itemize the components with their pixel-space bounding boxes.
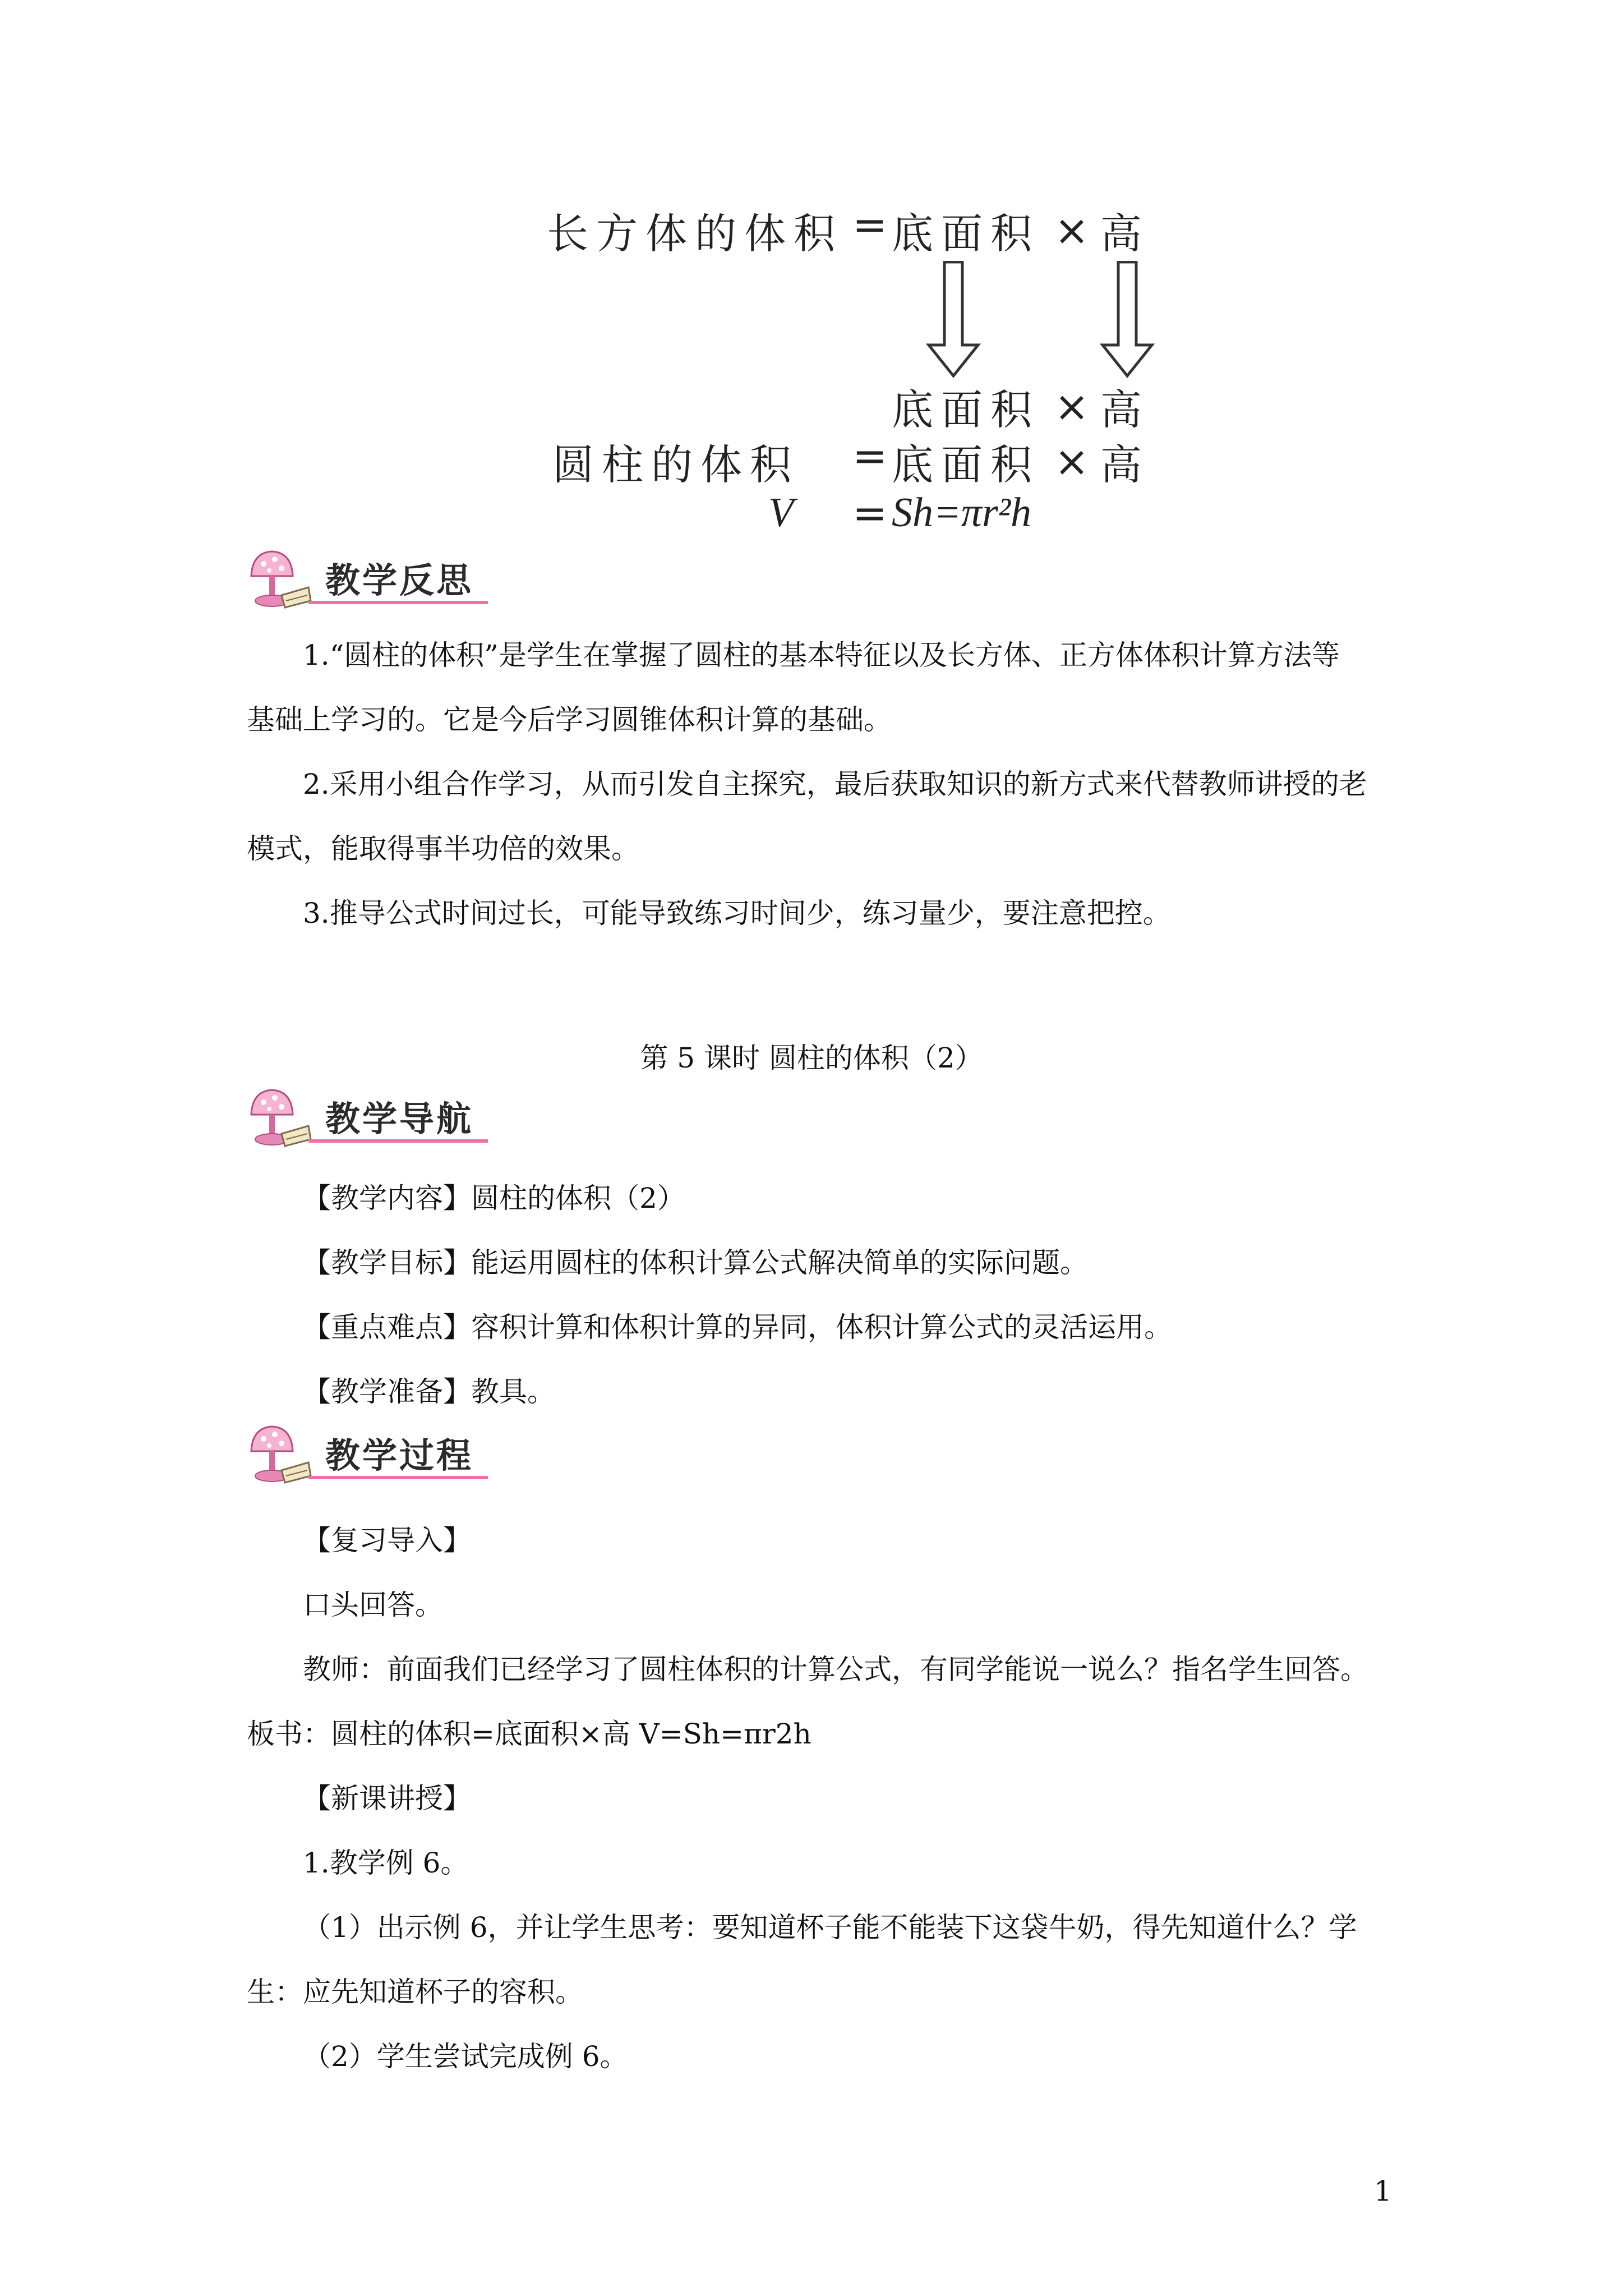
process-line: 生：应先知道杯子的容积。	[247, 1976, 583, 2008]
formula-line4-eq: =	[852, 489, 896, 537]
formula-line3-times: ×	[1054, 438, 1098, 486]
formula-line3-base: 底面积	[892, 441, 1040, 489]
section-badge-process	[241, 1422, 494, 1492]
process-line: 口头回答。	[303, 1589, 443, 1621]
lamp-book-icon	[241, 1085, 314, 1156]
nav-item: 【教学准备】教具。	[303, 1375, 555, 1408]
down-arrow-icon	[920, 261, 987, 379]
formula-line1-base: 底面积	[892, 210, 1040, 258]
formula-line4-left: V	[768, 490, 794, 536]
formula-line2-base: 底面积	[892, 386, 1040, 434]
process-line: 板书：圆柱的体积=底面积×高 V=Sh=πr2h	[247, 1718, 811, 1750]
formula-line4-expr: Sh=πr²h	[892, 490, 1031, 536]
paragraph: 2.采用小组合作学习，从而引发自主探究，最后获取知识的新方式来代替教师讲授的老	[303, 768, 1367, 800]
formula-line3-height: 高	[1100, 441, 1150, 489]
process-line: 【复习导入】	[303, 1524, 471, 1557]
formula-line1-eq: =	[852, 201, 896, 249]
process-line: 教师：前面我们已经学习了圆柱体积的计算公式，有同学能说一说么？指名学生回答。	[303, 1653, 1368, 1686]
formula-line1-left: 长方体的体积	[547, 210, 843, 258]
formula-line2-times: ×	[1054, 383, 1098, 431]
section-title: 教学过程	[325, 1435, 474, 1476]
formula-line2-height: 高	[1100, 386, 1150, 434]
process-line: （1）出示例 6，并让学生思考：要知道杯子能不能装下这袋牛奶，得先知道什么？学	[303, 1911, 1357, 1944]
formula-line3-eq: =	[852, 432, 896, 480]
process-line: 【新课讲授】	[303, 1782, 471, 1815]
down-arrow-icon	[1094, 261, 1161, 379]
section-badge-reflection	[241, 547, 494, 617]
process-line: 1.教学例 6。	[303, 1847, 469, 1879]
section-badge-navigation	[241, 1085, 494, 1156]
nav-item: 【重点难点】容积计算和体积计算的异同，体积计算公式的灵活运用。	[303, 1311, 1172, 1343]
paragraph: 3.推导公式时间过长，可能导致练习时间少，练习量少，要注意把控。	[303, 897, 1171, 930]
section-title: 教学导航	[325, 1098, 474, 1139]
section-title: 教学反思	[325, 560, 474, 601]
formula-line3-left: 圆柱的体积	[552, 441, 799, 489]
nav-item: 【教学目标】能运用圆柱的体积计算公式解决简单的实际问题。	[303, 1246, 1088, 1279]
lamp-book-icon	[241, 547, 314, 617]
process-line: （2）学生尝试完成例 6。	[303, 2040, 628, 2073]
paragraph: 模式，能取得事半功倍的效果。	[247, 832, 639, 865]
formula-line1-height: 高	[1100, 210, 1150, 258]
page-number: 1	[1374, 2175, 1392, 2207]
formula-line1-times: ×	[1054, 206, 1098, 255]
lesson-title: 第 5 课时 圆柱的体积（2）	[640, 1042, 983, 1074]
nav-item: 【教学内容】圆柱的体积（2）	[303, 1182, 685, 1214]
lamp-book-icon	[241, 1422, 314, 1492]
paragraph: 基础上学习的。它是今后学习圆锥体积计算的基础。	[247, 703, 892, 736]
paragraph: 1.“圆柱的体积”是学生在掌握了圆柱的基本特征以及长方体、正方体体积计算方法等	[303, 639, 1340, 671]
